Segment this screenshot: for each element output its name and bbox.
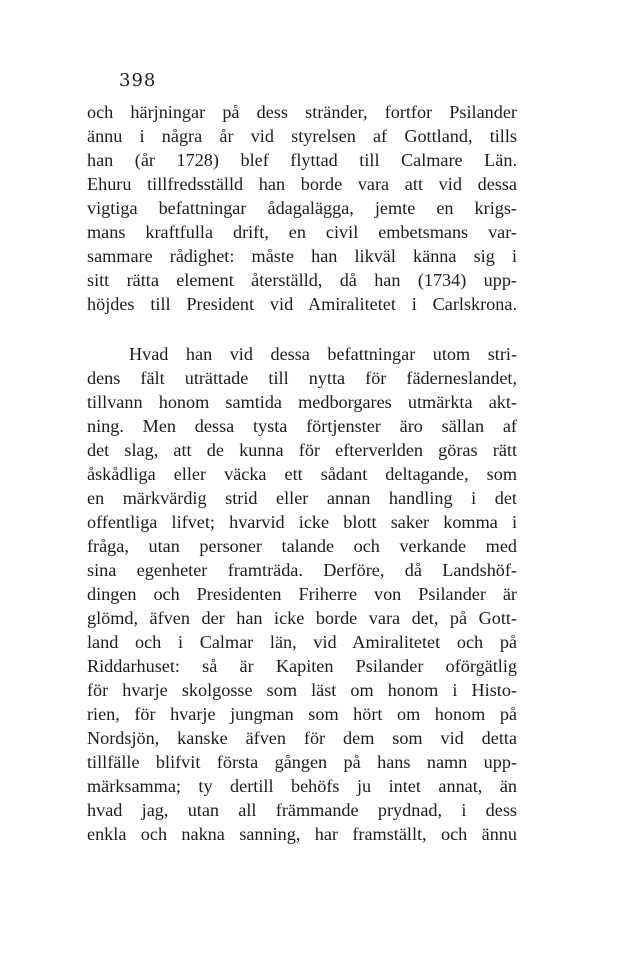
- text-line: han (år 1728) blef flyttad till Calmare Län.: [87, 150, 517, 170]
- text-line: land och i Calmar län, vid Amiralitetet och på: [87, 632, 517, 652]
- text-line: höjdes till President vid Amiralitetet i Carlskrona.: [87, 294, 517, 314]
- text-line: hvad jag, utan all främmande prydnad, i dess: [87, 800, 517, 820]
- text-line: tillfälle blifvit första gången på hans namn upp-: [87, 752, 517, 772]
- text-line: Ehuru tillfredsställd han borde vara att vid dessa: [87, 174, 517, 194]
- text-line: glömd, äfven der han icke borde vara det, på Gott-: [87, 608, 517, 628]
- paragraph-2: [87, 342, 517, 846]
- text-line: dingen och Presidenten Friherre von Psilander är: [87, 584, 517, 604]
- text-line: en märkvärdig strid eller annan handling i det: [87, 488, 517, 508]
- paragraph-1: [87, 100, 517, 316]
- text-line: det slag, att de kunna för efterverlden göras rätt: [87, 440, 517, 460]
- text-line: sina egenheter framträda. Derföre, då Landshöf-: [87, 560, 517, 580]
- text-line: för hvarje skolgosse som läst om honom i Histo-: [87, 680, 517, 700]
- text-line: sitt rätta element återställd, då han (1734) upp-: [87, 270, 517, 290]
- text-line: offentliga lifvet; hvarvid icke blott saker komma i: [87, 512, 517, 532]
- text-line: mans kraftfulla drift, en civil embetsmans var-: [87, 222, 517, 242]
- text-line: åskådliga eller väcka ett sådant deltagande, som: [87, 464, 517, 484]
- page-number: 398: [119, 70, 157, 91]
- text-line: ännu i några år vid styrelsen af Gottland, tills: [87, 126, 517, 146]
- text-line: dens fält uträttade till nytta för fäderneslandet,: [87, 368, 517, 388]
- text-line: rien, för hvarje jungman som hört om honom på: [87, 704, 517, 724]
- text-line: fråga, utan personer talande och verkande med: [87, 536, 517, 556]
- text-line: och härjningar på dess stränder, fortfor Psilander: [87, 102, 517, 122]
- text-line: enkla och nakna sanning, har framställt, och ännu: [87, 824, 517, 844]
- text-line: ning. Men dessa tysta förtjenster äro sällan af: [87, 416, 517, 436]
- text-line: Nordsjön, kanske äfven för dem som vid detta: [87, 728, 517, 748]
- text-line: vigtiga befattningar ådagalägga, jemte en krigs-: [87, 198, 517, 218]
- text-line: sammare rådighet: måste han likväl känna sig i: [87, 246, 517, 266]
- text-line: tillvann honom samtida medborgares utmärkta akt-: [87, 392, 517, 412]
- text-line: Hvad han vid dessa befattningar utom stri-: [129, 344, 517, 364]
- text-line: Riddarhuset: så är Kapiten Psilander oförgätlig: [87, 656, 517, 676]
- text-line: märksamma; ty dertill behöfs ju intet annat, än: [87, 776, 517, 796]
